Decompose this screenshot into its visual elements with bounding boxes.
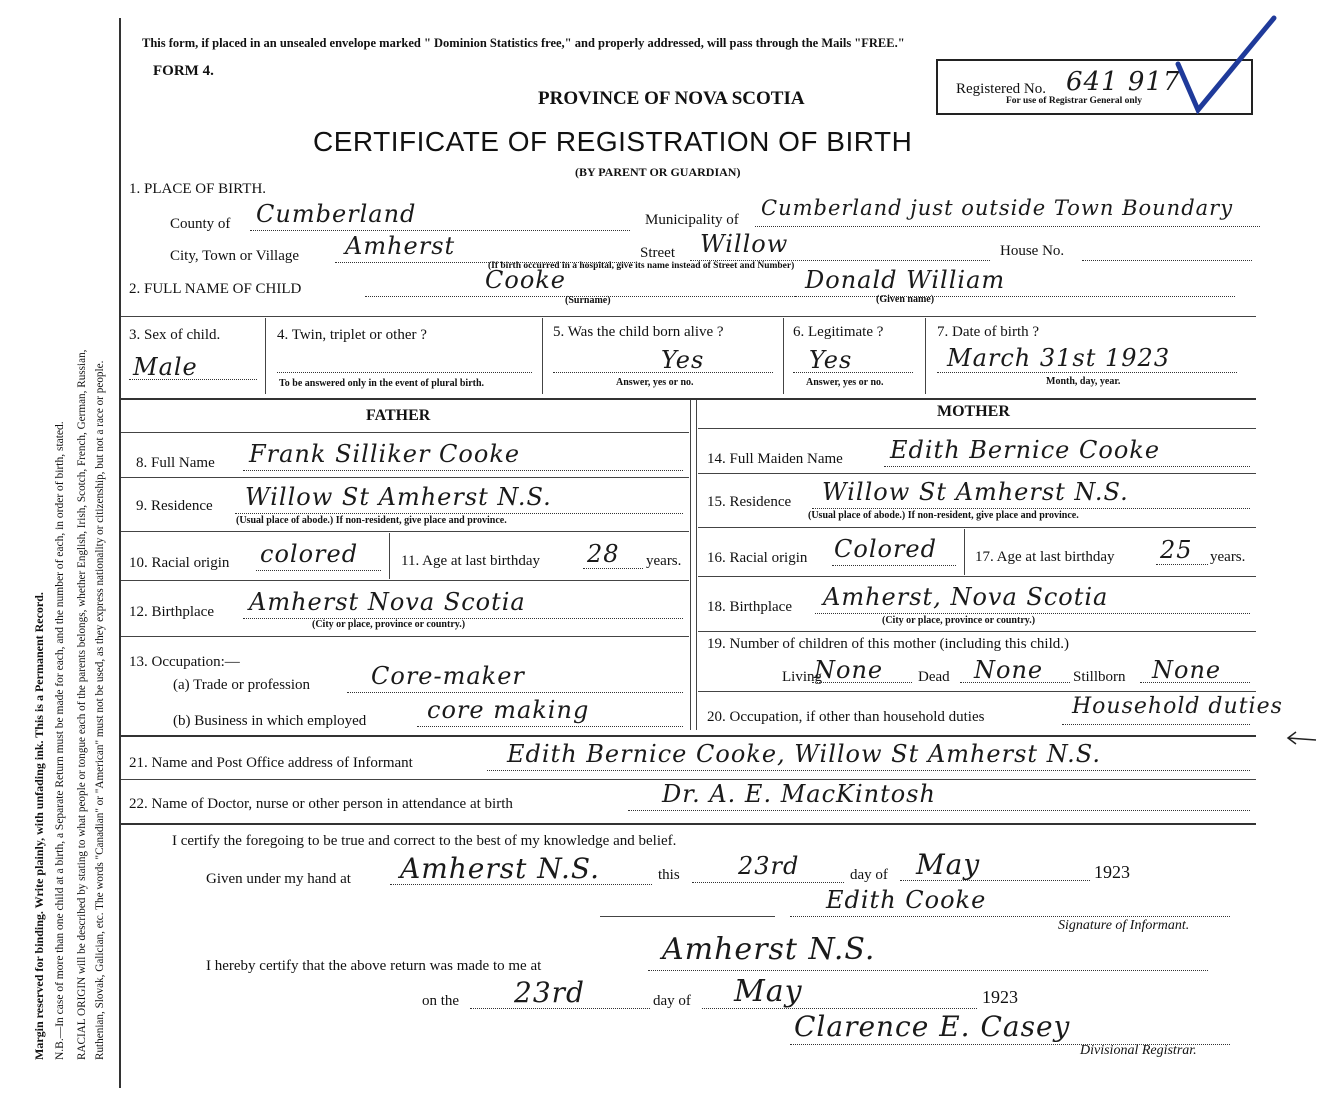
informant-value: Edith Bernice Cooke, Willow St Amherst N.S.	[507, 740, 1102, 768]
mother-name-label: 14. Full Maiden Name	[707, 451, 843, 467]
mother-race: Colored	[834, 535, 937, 563]
margin-nb-note: N.B.—In case of more than one child at a birth, a Separate Return must be made for each, and the number of each, in order of birth, stated.	[54, 421, 66, 1060]
certificate-title: CERTIFICATE OF REGISTRATION OF BIRTH	[313, 126, 913, 157]
mother-birthplace: Amherst, Nova Scotia	[823, 583, 1109, 611]
father-row-5	[121, 636, 689, 637]
municipality-field	[755, 196, 1260, 227]
father-birthplace-label: 12. Birthplace	[129, 604, 214, 620]
date-of-birth-note: Month, day, year.	[1046, 376, 1121, 387]
cert-day-field	[692, 852, 844, 883]
father-residence: Willow St Amherst N.S.	[245, 483, 552, 511]
city-field	[335, 232, 635, 263]
father-race-age-divider	[389, 533, 390, 579]
dead-label: Dead	[918, 669, 950, 685]
mother-row-3	[698, 527, 1256, 528]
mother-residence-note: (Usual place of abode.) If non-resident, give place and province.	[808, 510, 1079, 521]
registrar-month-field	[702, 974, 977, 1009]
row-divider-parents	[121, 398, 1256, 400]
registrar-general-note: For use of Registrar General only	[1006, 96, 1143, 106]
father-birthplace-field	[243, 588, 683, 619]
father-row-4	[121, 580, 689, 581]
cert-statement: I certify the foregoing to be true and correct to the best of my knowledge and belief.	[172, 833, 677, 849]
living-value: None	[814, 656, 884, 684]
parents-center-divider	[690, 400, 691, 730]
cert-day-of-label: day of	[850, 867, 888, 883]
father-business: core making	[427, 696, 590, 724]
mother-age-label: 17. Age at last birthday	[975, 549, 1115, 565]
father-name-field	[243, 440, 683, 471]
registrar-year: 1923	[982, 987, 1018, 1007]
date-of-birth-value: March 31st 1923	[947, 344, 1171, 372]
given-hand-label: Given under my hand at	[206, 871, 351, 887]
mother-heading: MOTHER	[937, 403, 1010, 420]
father-age-label: 11. Age at last birthday	[401, 553, 540, 569]
child-name-label: 2. FULL NAME OF CHILD	[129, 281, 302, 297]
mother-name: Edith Bernice Cooke	[890, 436, 1161, 464]
mother-occupation-label: 20. Occupation, if other than household duties	[707, 709, 985, 725]
father-name: Frank Silliker Cooke	[249, 440, 521, 468]
county-value: Cumberland	[256, 200, 417, 228]
city-value: Amherst	[345, 232, 456, 260]
surname-note: (Surname)	[565, 295, 611, 306]
place-of-birth-heading: 1. PLACE OF BIRTH.	[129, 181, 267, 197]
province-title: PROVINCE OF NOVA SCOTIA	[538, 88, 805, 109]
father-business-label: (b) Business in which employed	[173, 713, 367, 729]
mother-birthplace-note: (City or place, province or country.)	[882, 615, 1036, 626]
margin-binding-note: Margin reserved for binding. Write plainly, with unfading ink. This is a Permanent Record.	[32, 592, 46, 1060]
divider-5-6	[783, 318, 784, 394]
street-label: Street	[640, 245, 675, 261]
informant-signature: Edith Cooke	[826, 886, 987, 914]
registered-number: 641 917	[1066, 67, 1181, 97]
registrar-place-field	[648, 932, 1208, 971]
divider-3-4	[265, 318, 266, 394]
cert-year: 1923	[1094, 862, 1130, 882]
mother-row-6	[698, 691, 1256, 692]
mother-occupation: Household duties	[1072, 694, 1283, 719]
margin-line	[119, 18, 121, 1088]
legitimate-label: 6. Legitimate ?	[793, 324, 884, 340]
municipality-label: Municipality of	[645, 212, 739, 228]
father-birthplace-note: (City or place, province or country.)	[312, 619, 466, 630]
stillborn-label: Stillborn	[1073, 669, 1126, 685]
arrow-icon	[1284, 728, 1318, 748]
informant-field	[487, 740, 1250, 771]
check-mark-icon	[1170, 14, 1280, 114]
sex-value: Male	[133, 353, 198, 381]
registrar-signature-label: Divisional Registrar.	[1080, 1043, 1197, 1058]
father-row-1	[121, 432, 689, 433]
registrar-day-field	[470, 976, 650, 1009]
mother-age-field	[1156, 536, 1208, 565]
child-given-field	[795, 266, 1235, 297]
father-residence-label: 9. Residence	[136, 498, 213, 514]
row-divider-informant	[121, 735, 1256, 737]
born-alive-note: Answer, yes or no.	[616, 377, 694, 388]
father-occupation-label: 13. Occupation:—	[129, 654, 240, 670]
living-label: Living	[782, 669, 822, 685]
child-surname: Cooke	[485, 266, 567, 294]
parents-center-divider-2	[696, 400, 697, 730]
row-divider-cert	[121, 823, 1256, 825]
legitimate-note: Answer, yes or no.	[806, 377, 884, 388]
father-age: 28	[587, 540, 620, 568]
county-field	[250, 200, 630, 231]
mother-residence-label: 15. Residence	[707, 494, 792, 510]
margin-racial-note-2: Ruthenian, Slovak, Galician, etc. The words "Canadian" or "American" must not be used, as they express nationality or citizenship, but not a race or people.	[94, 360, 106, 1060]
child-surname-field	[365, 266, 795, 297]
father-name-label: 8. Full Name	[136, 455, 215, 471]
doctor-label: 22. Name of Doctor, nurse or other person in attendance at birth	[129, 796, 513, 812]
stillborn-field	[1140, 656, 1250, 683]
twin-label: 4. Twin, triplet or other ?	[277, 327, 427, 343]
county-label: County of	[170, 216, 231, 232]
twin-field	[277, 352, 532, 373]
mother-row-4	[698, 576, 1256, 577]
father-trade: Core-maker	[371, 662, 525, 690]
registrar-signature-field	[790, 1010, 1230, 1045]
cert-day: 23rd	[738, 852, 800, 880]
sex-label: 3. Sex of child.	[129, 327, 221, 343]
given-place-field	[390, 852, 652, 885]
father-race-field	[256, 540, 381, 571]
father-birthplace: Amherst Nova Scotia	[249, 588, 526, 616]
stillborn-value: None	[1152, 656, 1222, 684]
born-alive-field	[553, 346, 773, 373]
legitimate-value: Yes	[809, 346, 853, 374]
date-of-birth-field	[937, 344, 1237, 373]
street-value: Willow	[700, 230, 789, 258]
mailing-notice: This form, if placed in an unsealed envelope marked " Dominion Statistics free," and properly addressed, will pass through the Mails "FREE."	[142, 36, 905, 50]
mother-birthplace-field	[815, 583, 1250, 614]
mother-residence: Willow St Amherst N.S.	[822, 478, 1129, 506]
father-business-field	[417, 696, 683, 727]
mother-occupation-field	[1062, 694, 1283, 725]
form-number: FORM 4.	[153, 63, 214, 79]
dead-value: None	[974, 656, 1044, 684]
hospital-note: (If birth occurred in a hospital, give its name instead of Street and Number)	[488, 261, 795, 271]
registrar-day-of-label: day of	[653, 993, 691, 1009]
cert-month: May	[916, 848, 981, 881]
father-trade-label: (a) Trade or profession	[173, 677, 311, 693]
margin-racial-note-1: RACIAL ORIGIN will be described by stating to what people or tongue each of the parents belongs, whether English, Irish, Scotch, French, German, Russian,	[76, 349, 88, 1060]
informant-signature-label: Signature of Informant.	[1058, 918, 1190, 933]
mother-row-5	[698, 631, 1256, 632]
mother-row-1	[698, 428, 1256, 429]
legitimate-field	[793, 346, 913, 373]
doctor-value: Dr. A. E. MacKintosh	[662, 780, 936, 808]
mother-age: 25	[1160, 536, 1193, 564]
divider-6-7	[925, 318, 926, 394]
city-label: City, Town or Village	[170, 248, 300, 264]
cert-month-field	[900, 848, 1090, 881]
divider-4-5	[542, 318, 543, 394]
street-field	[690, 230, 990, 261]
doctor-field	[628, 780, 1250, 811]
registered-label: Registered No.	[956, 81, 1046, 97]
mother-years-label: years.	[1210, 549, 1246, 565]
mother-race-field	[832, 535, 956, 566]
father-age-field	[583, 540, 643, 569]
date-of-birth-label: 7. Date of birth ?	[937, 324, 1040, 340]
father-row-3	[121, 531, 689, 532]
born-alive-value: Yes	[661, 346, 705, 374]
father-years-label: years.	[646, 553, 682, 569]
mother-residence-field	[812, 478, 1250, 509]
father-row-2	[121, 477, 689, 478]
father-residence-field	[235, 483, 683, 514]
father-heading: FATHER	[366, 407, 431, 424]
mother-row-2	[698, 473, 1256, 474]
given-name-note: (Given name)	[876, 294, 935, 305]
children-count-label: 19. Number of children of this mother (including this child.)	[707, 636, 1070, 652]
informant-signature-field	[790, 886, 1230, 917]
twin-note: To be answered only in the event of plural birth.	[279, 378, 485, 389]
father-race-label: 10. Racial origin	[129, 555, 230, 571]
mother-race-age-divider	[964, 529, 965, 575]
registrar-month: May	[734, 974, 803, 1009]
born-alive-label: 5. Was the child born alive ?	[553, 324, 724, 340]
father-residence-note: (Usual place of abode.) If non-resident, give place and province.	[236, 515, 507, 526]
cert-this-label: this	[658, 867, 680, 883]
certificate-subtitle: (BY PARENT OR GUARDIAN)	[575, 165, 741, 179]
row-divider-top	[121, 316, 1256, 317]
mother-name-field	[884, 436, 1250, 467]
mother-birthplace-label: 18. Birthplace	[707, 599, 792, 615]
mother-race-label: 16. Racial origin	[707, 550, 808, 566]
given-place: Amherst N.S.	[400, 852, 600, 885]
registrar-place: Amherst N.S.	[662, 932, 876, 967]
sex-field	[129, 353, 257, 380]
registrar-signature: Clarence E. Casey	[794, 1010, 1071, 1043]
child-given-name: Donald William	[805, 266, 1006, 294]
registrar-on-the-label: on the	[422, 993, 460, 1009]
registrar-day: 23rd	[514, 976, 585, 1009]
house-number-field	[1082, 242, 1252, 261]
informant-label: 21. Name and Post Office address of Informant	[129, 755, 413, 771]
dead-field	[960, 656, 1070, 683]
cert-sig-line	[600, 916, 775, 917]
house-number-label: House No.	[1000, 243, 1065, 259]
father-trade-field	[347, 662, 683, 693]
municipality-value: Cumberland just outside Town Boundary	[761, 196, 1234, 220]
living-field	[812, 656, 912, 683]
registrar-statement: I hereby certify that the above return was made to me at	[206, 958, 542, 974]
father-race: colored	[260, 540, 359, 568]
